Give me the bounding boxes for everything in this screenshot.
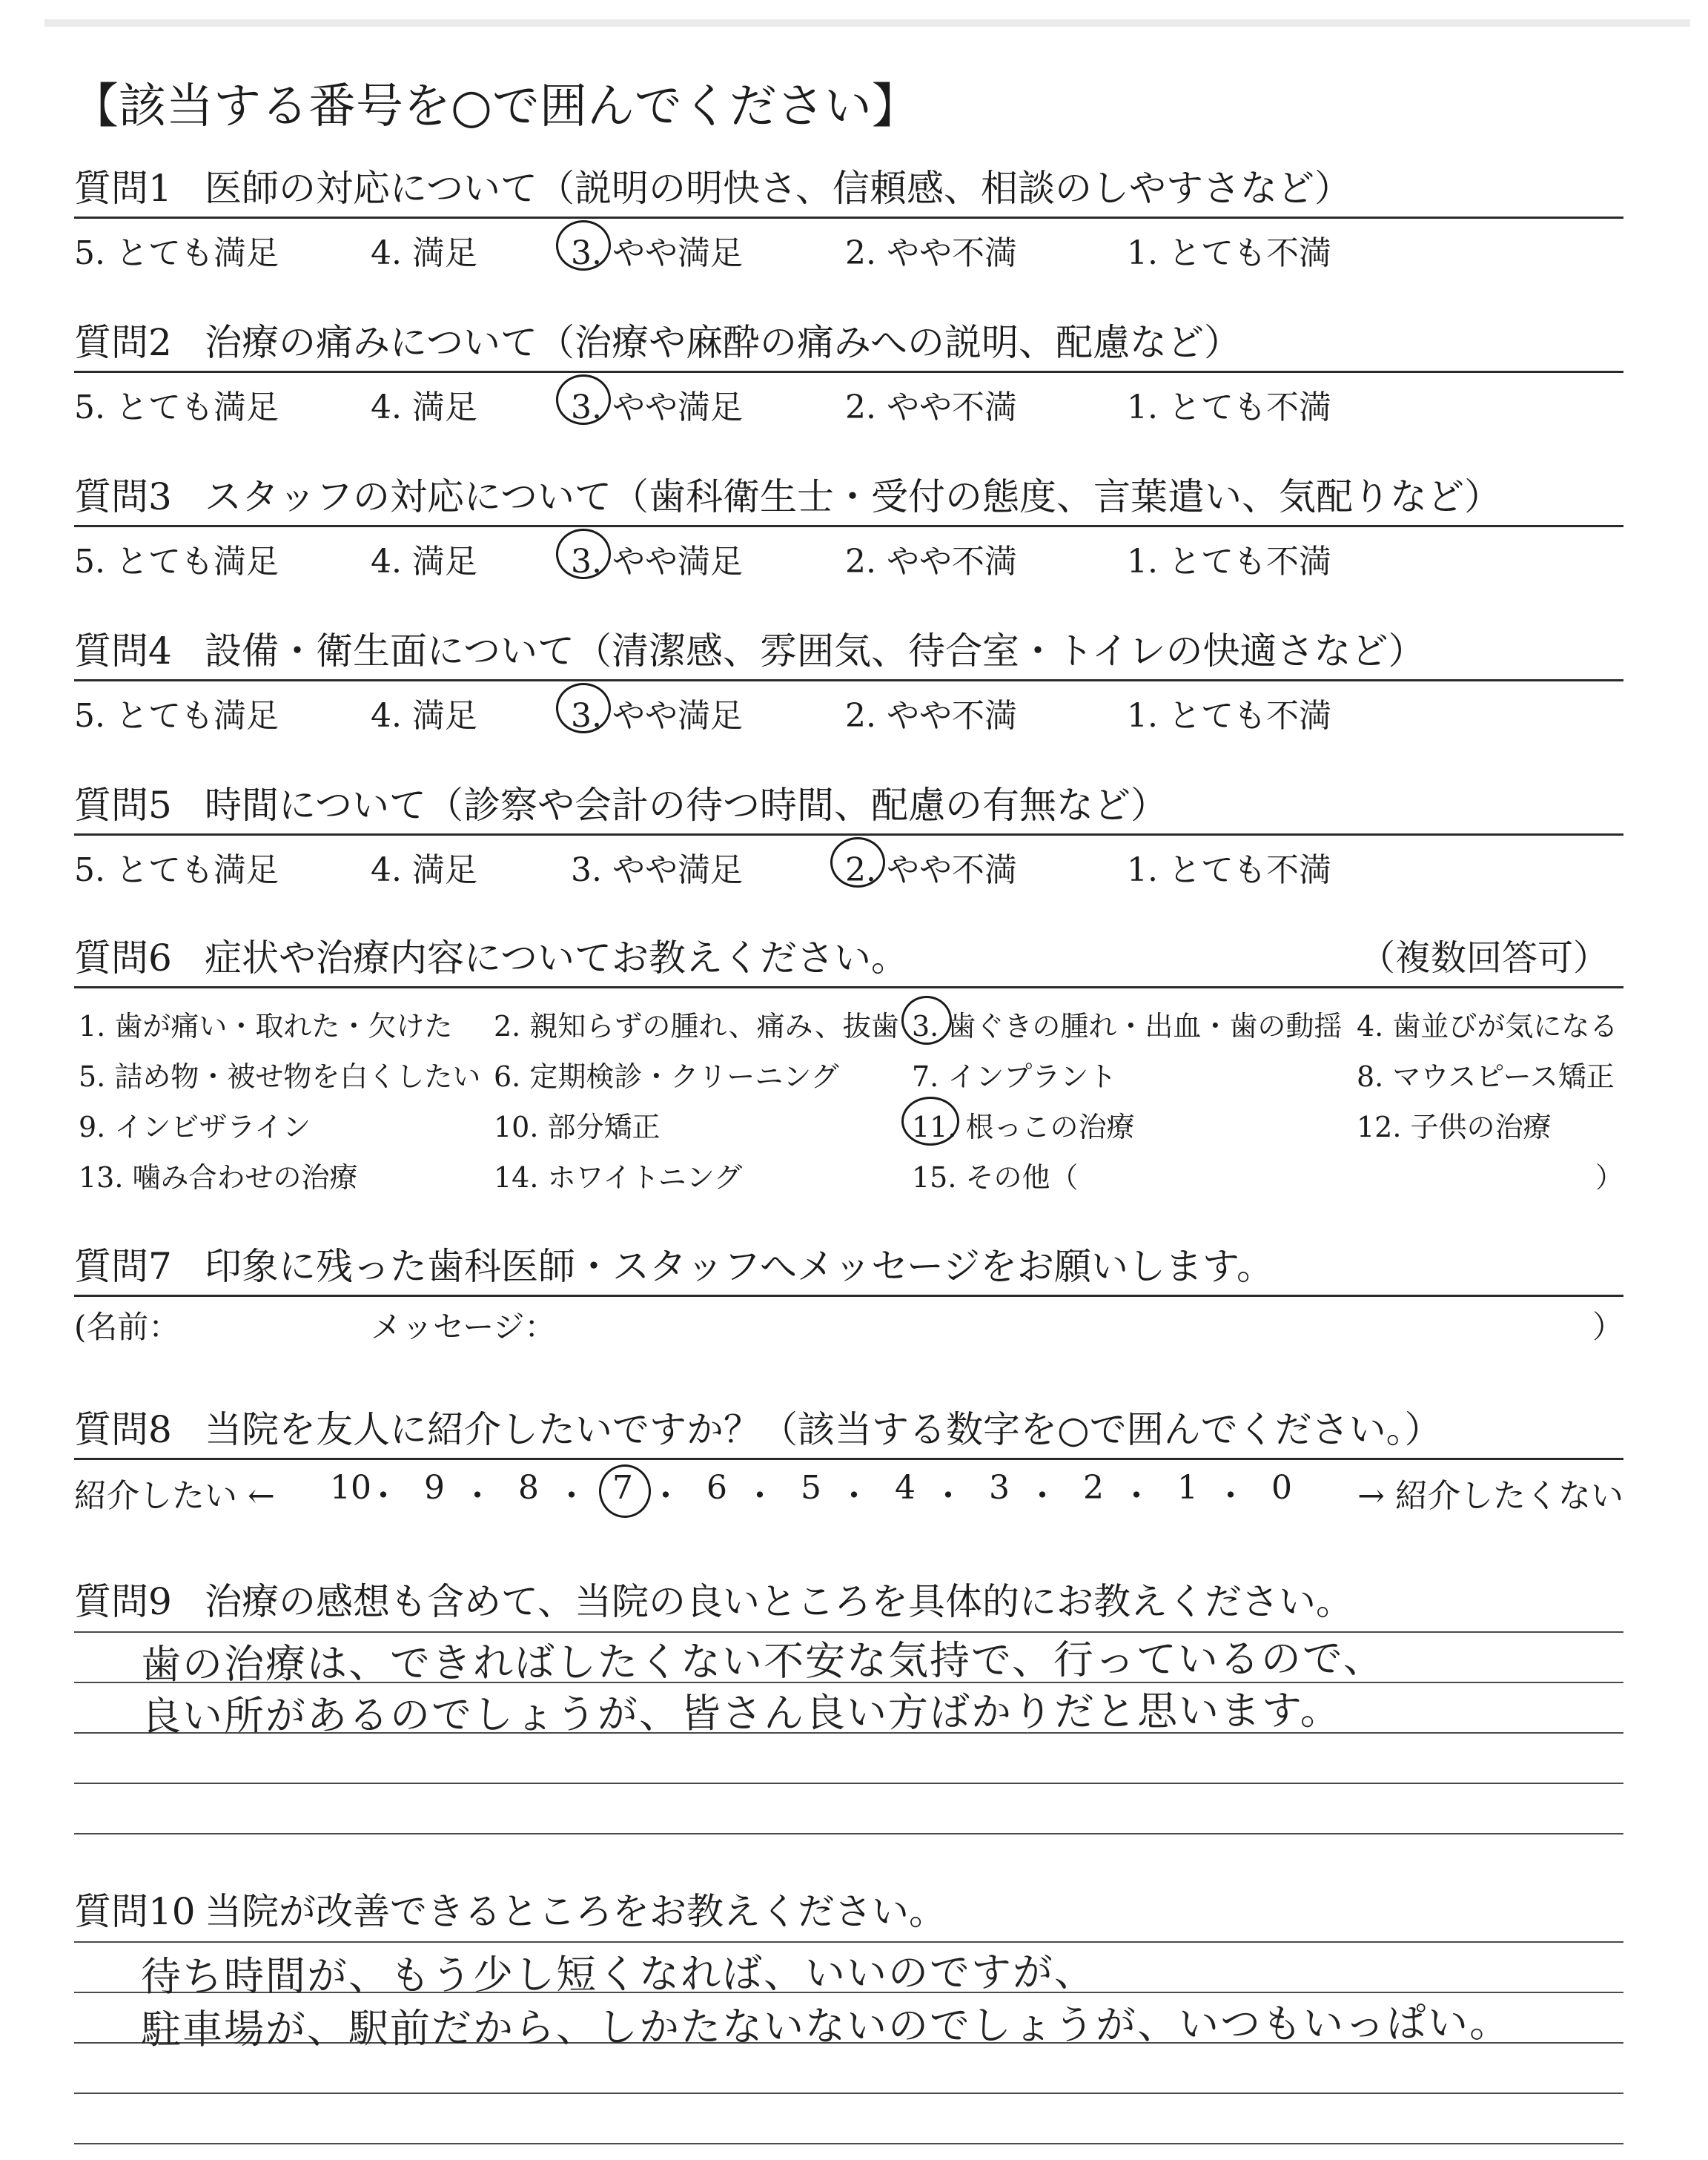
question-number: 質問5 [74, 784, 172, 827]
question-1 [74, 166, 1623, 272]
question-number: 質問7 [74, 1245, 172, 1288]
rating-option-4[interactable]: 4. 満足 [371, 697, 477, 735]
q6-option-4[interactable]: 4. 歯並びが気になる [1357, 1010, 1618, 1043]
question-2 [74, 320, 1623, 426]
scale-value-3[interactable]: 3 [989, 1469, 1010, 1507]
question-text: スタッフの対応について（歯科衛生士・受付の態度、言葉遣い、気配りなど） [205, 475, 1501, 518]
scale-separator: ・ [367, 1477, 400, 1515]
question-text: 時間について（診察や会計の待つ時間、配慮の有無など） [205, 784, 1168, 827]
question-6 [74, 936, 1623, 1211]
selected-circle-mark [830, 837, 885, 888]
scan-edge [44, 19, 1690, 27]
selected-circle-mark [556, 220, 611, 271]
q6-option-6[interactable]: 6. 定期検診・クリーニング [494, 1060, 839, 1093]
recommend-left-label: 紹介したい ← [74, 1477, 275, 1515]
rating-option-2[interactable]: 2. やや不満 [845, 697, 1017, 735]
q6-option-5[interactable]: 5. 詰め物・被せ物を白くしたい [79, 1060, 481, 1093]
q10-handwritten-answer-line-2: 駐車場が、駅前だから、しかたないないのでしょうが、いつもいっぱい。 [140, 1999, 1512, 2053]
scale-value-2[interactable]: 2 [1083, 1469, 1104, 1507]
q6-option-grid [74, 988, 1623, 1211]
scale-separator: ・ [1026, 1477, 1059, 1515]
scale-value-6[interactable]: 6 [706, 1469, 727, 1507]
name-label: (名前： [74, 1309, 180, 1345]
rating-option-3[interactable]: 3. やや満足 [571, 543, 743, 581]
scale-value-9[interactable]: 9 [424, 1469, 445, 1507]
question-number: 質問1 [74, 167, 172, 210]
question-number: 質問6 [74, 937, 172, 980]
rating-option-4[interactable]: 4. 満足 [371, 851, 477, 889]
rating-option-1[interactable]: 1. とても不満 [1127, 234, 1331, 272]
message-label: メッセージ： [371, 1309, 556, 1345]
rating-option-1[interactable]: 1. とても不満 [1127, 851, 1331, 889]
rating-option-3[interactable]: 3. やや満足 [571, 697, 743, 735]
scale-value-5[interactable]: 5 [801, 1469, 821, 1507]
scale-separator: ・ [461, 1477, 494, 1515]
rating-option-1[interactable]: 1. とても不満 [1127, 697, 1331, 735]
scale-value-7[interactable]: 7 [612, 1469, 633, 1507]
scale-separator: ・ [932, 1477, 964, 1515]
selected-circle-mark [556, 374, 611, 425]
multiple-answer-note: （複数回答可） [1359, 937, 1609, 979]
question-text: 医師の対応について（説明の明快さ、信頼感、相談のしやすさなど） [205, 167, 1351, 210]
rating-option-2[interactable]: 2. やや不満 [845, 234, 1017, 272]
q6-option-7[interactable]: 7. インプラント [912, 1060, 1117, 1093]
rating-option-4[interactable]: 4. 満足 [371, 389, 477, 426]
rating-option-3[interactable]: 3. やや満足 [571, 389, 743, 426]
q6-option-12[interactable]: 12. 子供の治療 [1357, 1111, 1552, 1143]
answer-line [74, 2093, 1623, 2094]
scale-separator: ・ [649, 1477, 682, 1515]
rating-option-2[interactable]: 2. やや不満 [845, 851, 1017, 889]
question-5 [74, 783, 1623, 889]
rating-option-4[interactable]: 4. 満足 [371, 234, 477, 272]
question-text: 印象に残った歯科医師・スタッフへメッセージをお願いします。 [205, 1245, 1274, 1288]
scale-separator: ・ [555, 1477, 588, 1515]
other-close-paren: ） [1595, 1161, 1623, 1194]
rating-option-5[interactable]: 5. とても満足 [74, 851, 279, 889]
question-10 [74, 1889, 1623, 1934]
question-text: 当院が改善できるところをお教えください。 [205, 1890, 946, 1933]
scale-value-10[interactable]: 10 [330, 1469, 371, 1507]
recommend-right-label: → 紹介したくない [1357, 1477, 1623, 1515]
rating-option-3[interactable]: 3. やや満足 [571, 234, 743, 272]
scale-value-4[interactable]: 4 [895, 1469, 916, 1507]
answer-line [74, 1833, 1623, 1834]
question-4 [74, 629, 1623, 735]
rating-option-5[interactable]: 5. とても満足 [74, 543, 279, 581]
question-text: 当院を友人に紹介したいですか？（該当する数字を○で囲んでください。） [205, 1408, 1442, 1451]
selected-circle-mark [556, 683, 611, 733]
scale-separator: ・ [838, 1477, 870, 1515]
question-9 [74, 1579, 1623, 1624]
scale-separator: ・ [744, 1477, 776, 1515]
question-3 [74, 475, 1623, 581]
scale-value-1[interactable]: 1 [1177, 1469, 1198, 1507]
rating-option-5[interactable]: 5. とても満足 [74, 234, 279, 272]
answer-line [74, 2143, 1623, 2144]
question-number: 質問8 [74, 1408, 172, 1451]
selected-circle-mark [556, 529, 611, 579]
q6-option-9[interactable]: 9. インビザライン [79, 1111, 311, 1143]
q6-option-8[interactable]: 8. マウスピース矯正 [1357, 1060, 1615, 1093]
rating-option-1[interactable]: 1. とても不満 [1127, 389, 1331, 426]
question-8 [74, 1407, 1623, 1521]
q6-option-3[interactable]: 3. 歯ぐきの腫れ・出血・歯の動揺 [912, 1010, 1343, 1043]
q9-handwritten-answer-line-2: 良い所があるのでしょうが、皆さん良い方ばかりだと思います。 [140, 1686, 1342, 1740]
question-rule [74, 1458, 1623, 1460]
q6-option-11[interactable]: 11. 根っこの治療 [912, 1111, 1135, 1143]
q6-option-15[interactable]: 15. その他（ [912, 1161, 1079, 1194]
q9-handwritten-answer-line-1: 歯の治療は、できればしたくない不安な気持で、行っているので、 [140, 1634, 1386, 1688]
rating-option-5[interactable]: 5. とても満足 [74, 697, 279, 735]
q6-option-13[interactable]: 13. 噛み合わせの治療 [79, 1161, 358, 1194]
scale-separator: ・ [1214, 1477, 1247, 1515]
question-number: 質問10 [74, 1890, 196, 1933]
question-number: 質問9 [74, 1580, 172, 1623]
q6-option-14[interactable]: 14. ホワイトニング [494, 1161, 743, 1194]
q6-option-10[interactable]: 10. 部分矯正 [494, 1111, 661, 1143]
question-text: 治療の感想も含めて、当院の良いところを具体的にお教えください。 [205, 1580, 1353, 1623]
close-paren: ） [1592, 1309, 1623, 1345]
question-text: 症状や治療内容についてお教えください。 [205, 937, 908, 980]
page-title: 【該当する番号を○で囲んでください】 [71, 79, 919, 134]
scale-value-8[interactable]: 8 [518, 1469, 539, 1507]
selected-circle-mark [901, 1097, 959, 1146]
scale-value-0[interactable]: 0 [1271, 1469, 1292, 1507]
q6-option-1[interactable]: 1. 歯が痛い・取れた・欠けた [79, 1010, 453, 1043]
question-number: 質問3 [74, 475, 172, 518]
question-number: 質問4 [74, 630, 172, 673]
selected-circle-mark [901, 996, 952, 1045]
answer-line [74, 1783, 1623, 1784]
rating-option-1[interactable]: 1. とても不満 [1127, 543, 1331, 581]
rating-option-5[interactable]: 5. とても満足 [74, 389, 279, 426]
q6-option-2[interactable]: 2. 親知らずの腫れ、痛み、抜歯 [494, 1010, 899, 1043]
selected-circle-mark [599, 1464, 651, 1518]
question-number: 質問2 [74, 321, 172, 364]
question-7 [74, 1244, 1623, 1344]
rating-option-2[interactable]: 2. やや不満 [845, 389, 1017, 426]
scale-separator: ・ [1120, 1477, 1153, 1515]
question-text: 治療の痛みについて（治療や麻酔の痛みへの説明、配慮など） [205, 321, 1241, 364]
rating-option-4[interactable]: 4. 満足 [371, 543, 477, 581]
question-text: 設備・衛生面について（清潔感、雰囲気、待合室・トイレの快適さなど） [205, 630, 1426, 673]
recommend-scale [74, 1469, 1623, 1521]
rating-option-2[interactable]: 2. やや不満 [845, 543, 1017, 581]
rating-option-3[interactable]: 3. やや満足 [571, 851, 743, 889]
q10-handwritten-answer-line-1: 待ち時間が、もう少し短くなれば、いいのですが、 [140, 1948, 1096, 2001]
